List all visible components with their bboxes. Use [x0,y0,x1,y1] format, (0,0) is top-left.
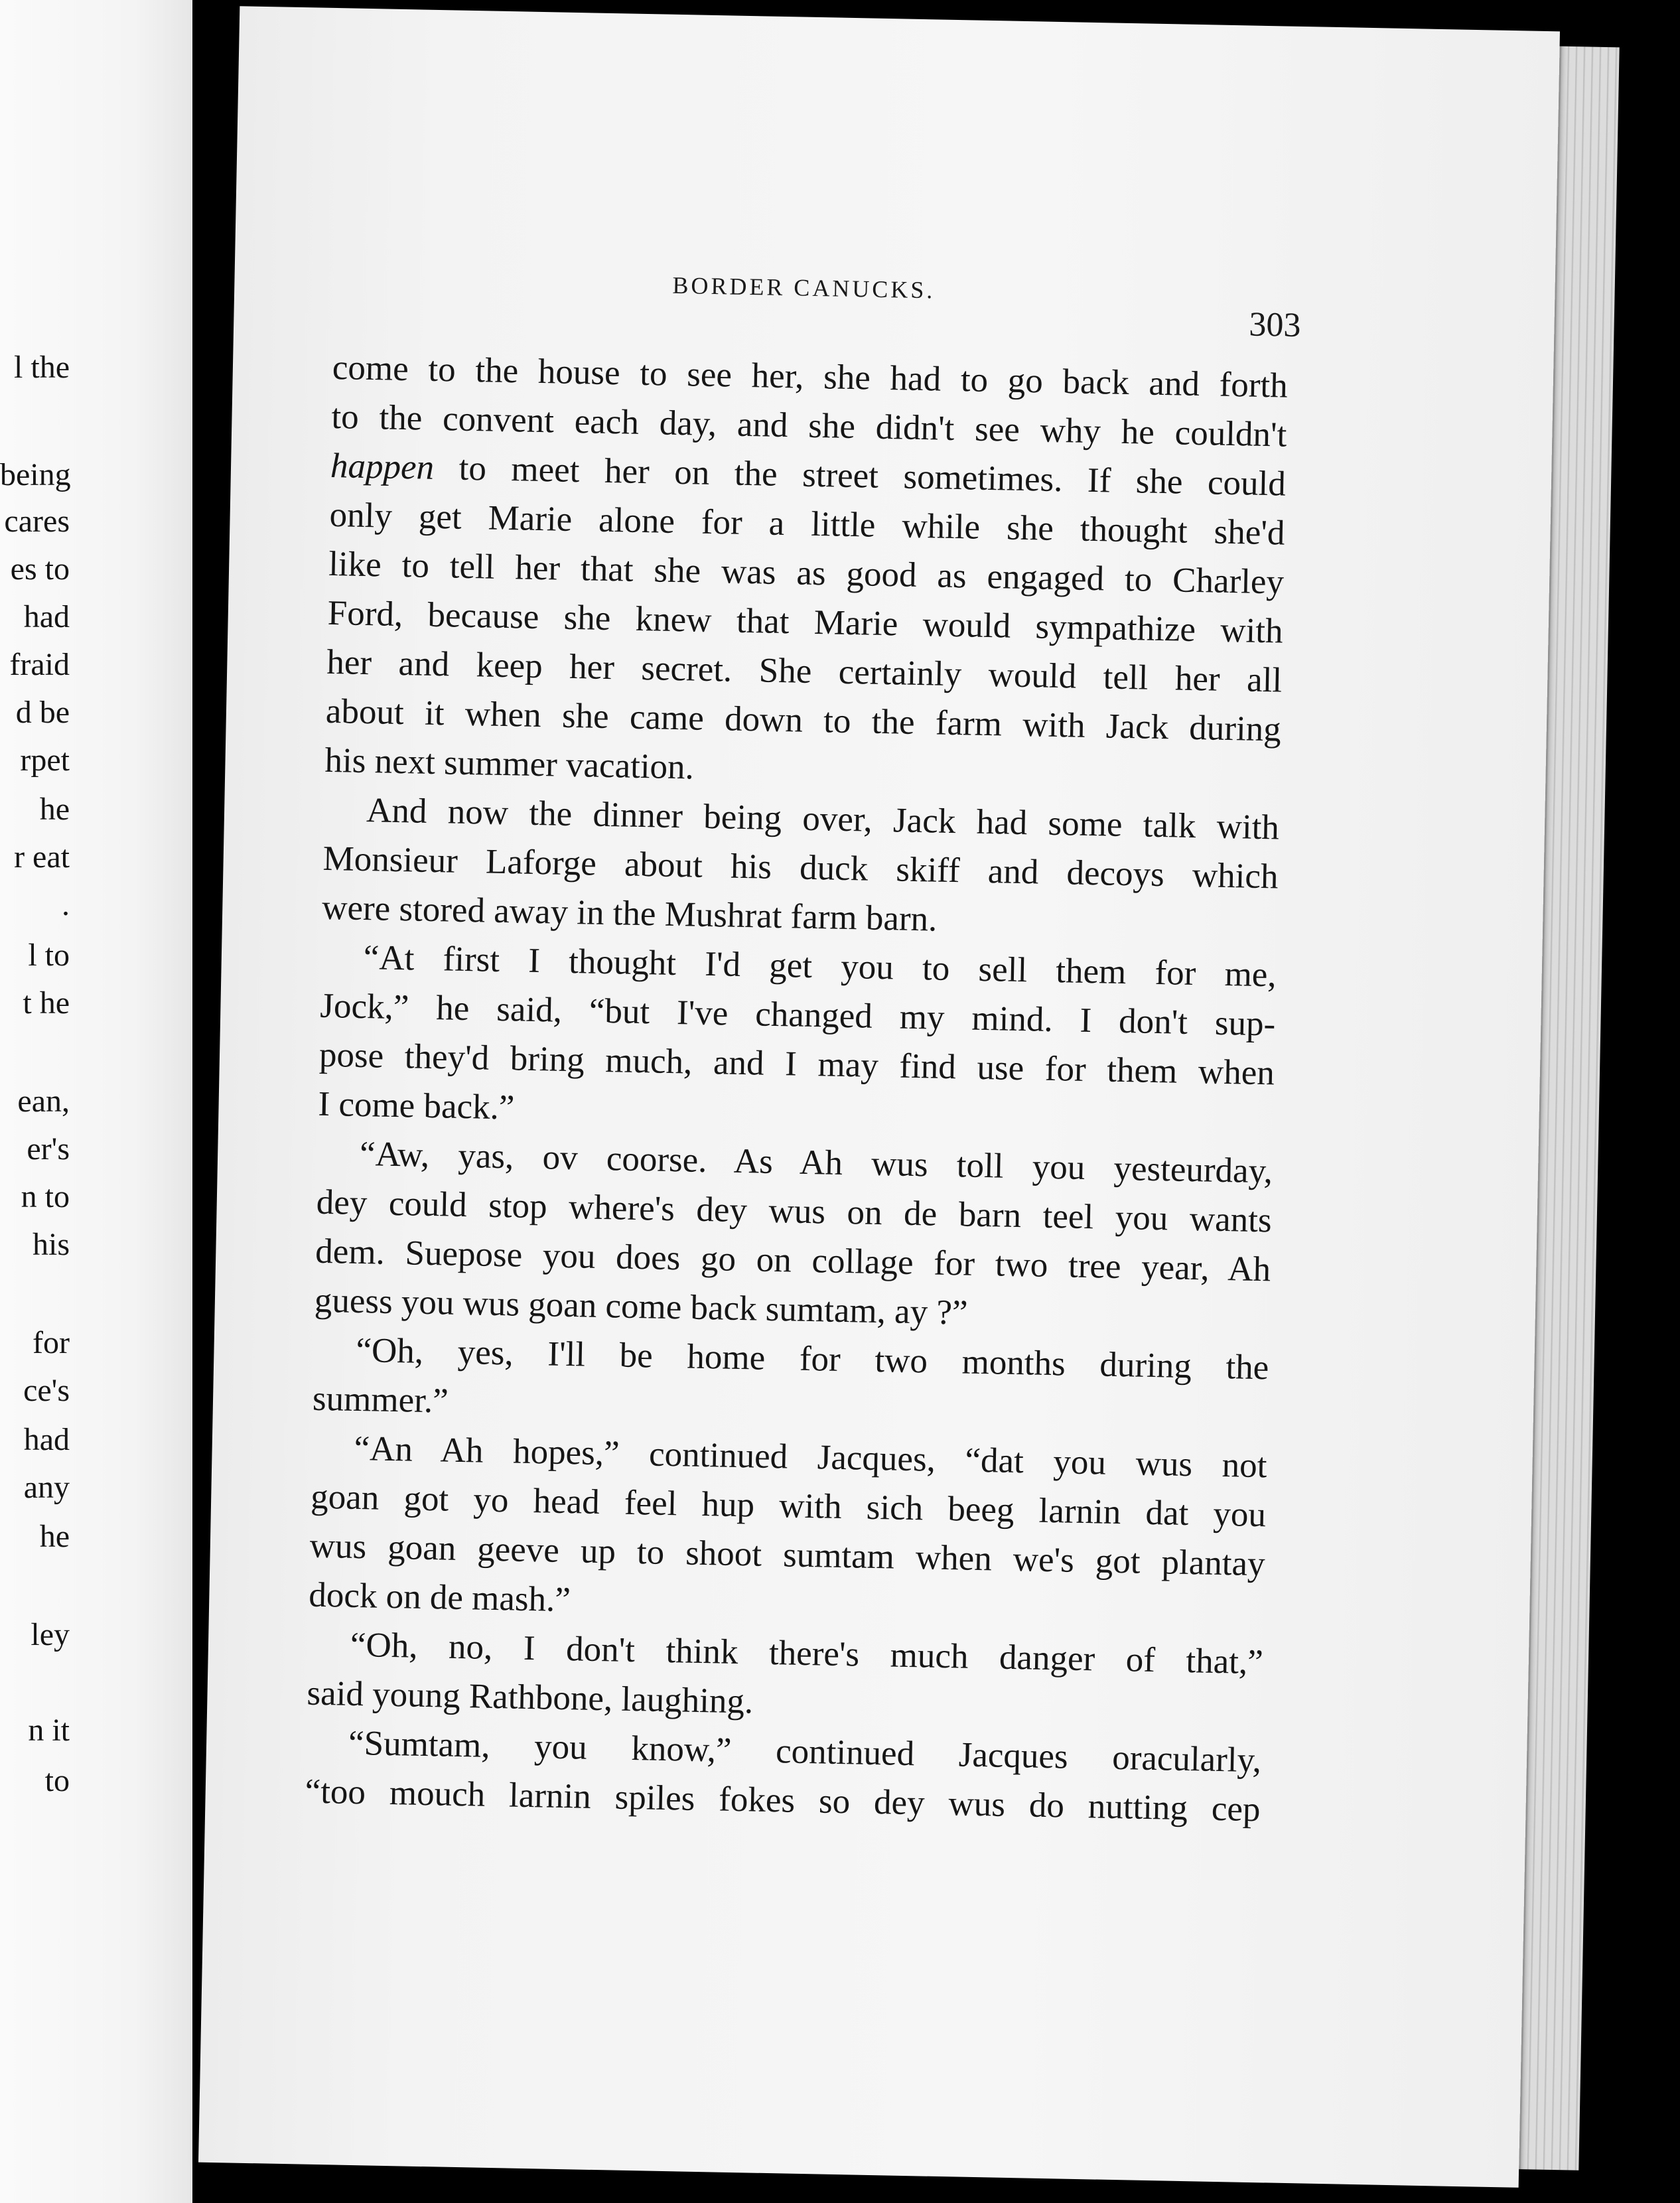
previous-page-line-fragment: l to [28,938,70,973]
text-line: guess you wus goan come back sumtam, ay ?” [314,1281,969,1332]
previous-page-line-fragment: being [0,457,71,492]
text-line: “too mouch larnin spiles fokes so dey wus do nutting cep [305,1772,1261,1829]
text-line: dey could stop where's dey wus on de barn teel you wants [316,1182,1273,1240]
text-line: only get Marie alone for a little while she thought she'd [329,495,1285,553]
previous-page-edge [0,0,192,2203]
previous-page-line-fragment: ean, [17,1084,70,1119]
text-line: dem. Suepose you does go on collage for two tree year, Ah [315,1232,1271,1289]
previous-page-line-fragment: d be [15,695,70,730]
text-line: Jock,” he said, “but I've changed my mind. I don't sup- [319,986,1276,1044]
text-line: dock on de mash.” [308,1575,571,1620]
text-line: his next summer vacation. [324,741,695,787]
paragraph-first-line: “Aw, yas, ov coorse. As Ah wus toll you yesteurday, [359,1134,1273,1191]
previous-page-line-fragment: ley [31,1617,70,1652]
previous-page-line-fragment: cares [4,504,70,539]
paragraph-first-line: “At first I thought I'd get you to sell them for me, [363,938,1277,995]
previous-page-line-fragment: fraid [9,647,70,682]
paragraph-first-line: And now the dinner being over, Jack had some talk with [366,791,1280,847]
previous-page-line-fragment: . [62,887,70,922]
previous-page-line-fragment: he [39,1519,70,1554]
text-line: to the convent each day, and she didn't see why he couldn't [330,397,1287,455]
previous-page-line-fragment: rpet [20,743,70,778]
text-line: were stored away in the Mushrat farm barn. [321,888,938,939]
previous-page-line-fragment: r eat [14,839,70,875]
paragraph-first-line: “Oh, yes, I'll be home for two months during the [355,1330,1269,1387]
previous-page-line-fragment: had [23,599,70,634]
paragraph-first-line: “Oh, no, I don't think there's much danger of that,” [350,1625,1264,1682]
previous-page-line-fragment: he [39,792,70,827]
text-line: Ford, because she knew that Marie would sympathize with [327,593,1284,651]
text-line: like to tell her that she was as good as engaged to Charley [328,544,1285,602]
paragraph-first-line: “An Ah hopes,” continued Jacques, “dat you wus not [354,1429,1267,1486]
text-line: happen to meet her on the street sometimes. If she could [330,446,1287,504]
previous-page-line-fragment: ce's [23,1373,70,1408]
previous-page-line-fragment: er's [27,1131,70,1167]
previous-page-line-fragment: his [32,1227,70,1262]
text-line: said young Rathbone, laughing. [307,1673,754,1721]
text-line: come to the house to see her, she had to go back and forth [332,348,1289,405]
text-line: summer.” [312,1379,449,1421]
paragraph-first-line: “Sumtam, you know,” continued Jacques oracularly, [348,1723,1262,1780]
previous-page-line-fragment: for [33,1325,70,1360]
text-line: Monsieur Laforge about his duck skiff and decoys which [322,839,1279,896]
previous-page-line-fragment: n to [21,1179,70,1214]
book-page [198,6,1560,2188]
previous-page-line-fragment: to [44,1763,70,1798]
text-line: wus goan geeve up to shoot sumtam when we's got plantay [309,1526,1266,1584]
page-number: 303 [1248,305,1301,344]
previous-page-line-fragment: any [23,1470,70,1505]
text-line: her and keep her secret. She certainly would tell her all [326,642,1283,700]
previous-page-line-fragment: had [23,1422,70,1457]
text-line: about it when she came down to the farm with Jack during [325,691,1282,749]
previous-page-line-fragment: n it [28,1713,70,1748]
text-line: pose they'd bring much, and I may find use for them when [318,1035,1275,1093]
previous-page-line-fragment: t he [23,985,70,1021]
running-head: BORDER CANUCKS. [672,271,936,304]
previous-page-line-fragment: es to [10,551,70,587]
text-line: goan got yo head feel hup with sich beeg larnin dat you [310,1477,1267,1535]
text-line: I come back.” [318,1084,515,1127]
page-body-text [305,343,1288,1834]
previous-page-line-fragment: l the [14,350,70,385]
